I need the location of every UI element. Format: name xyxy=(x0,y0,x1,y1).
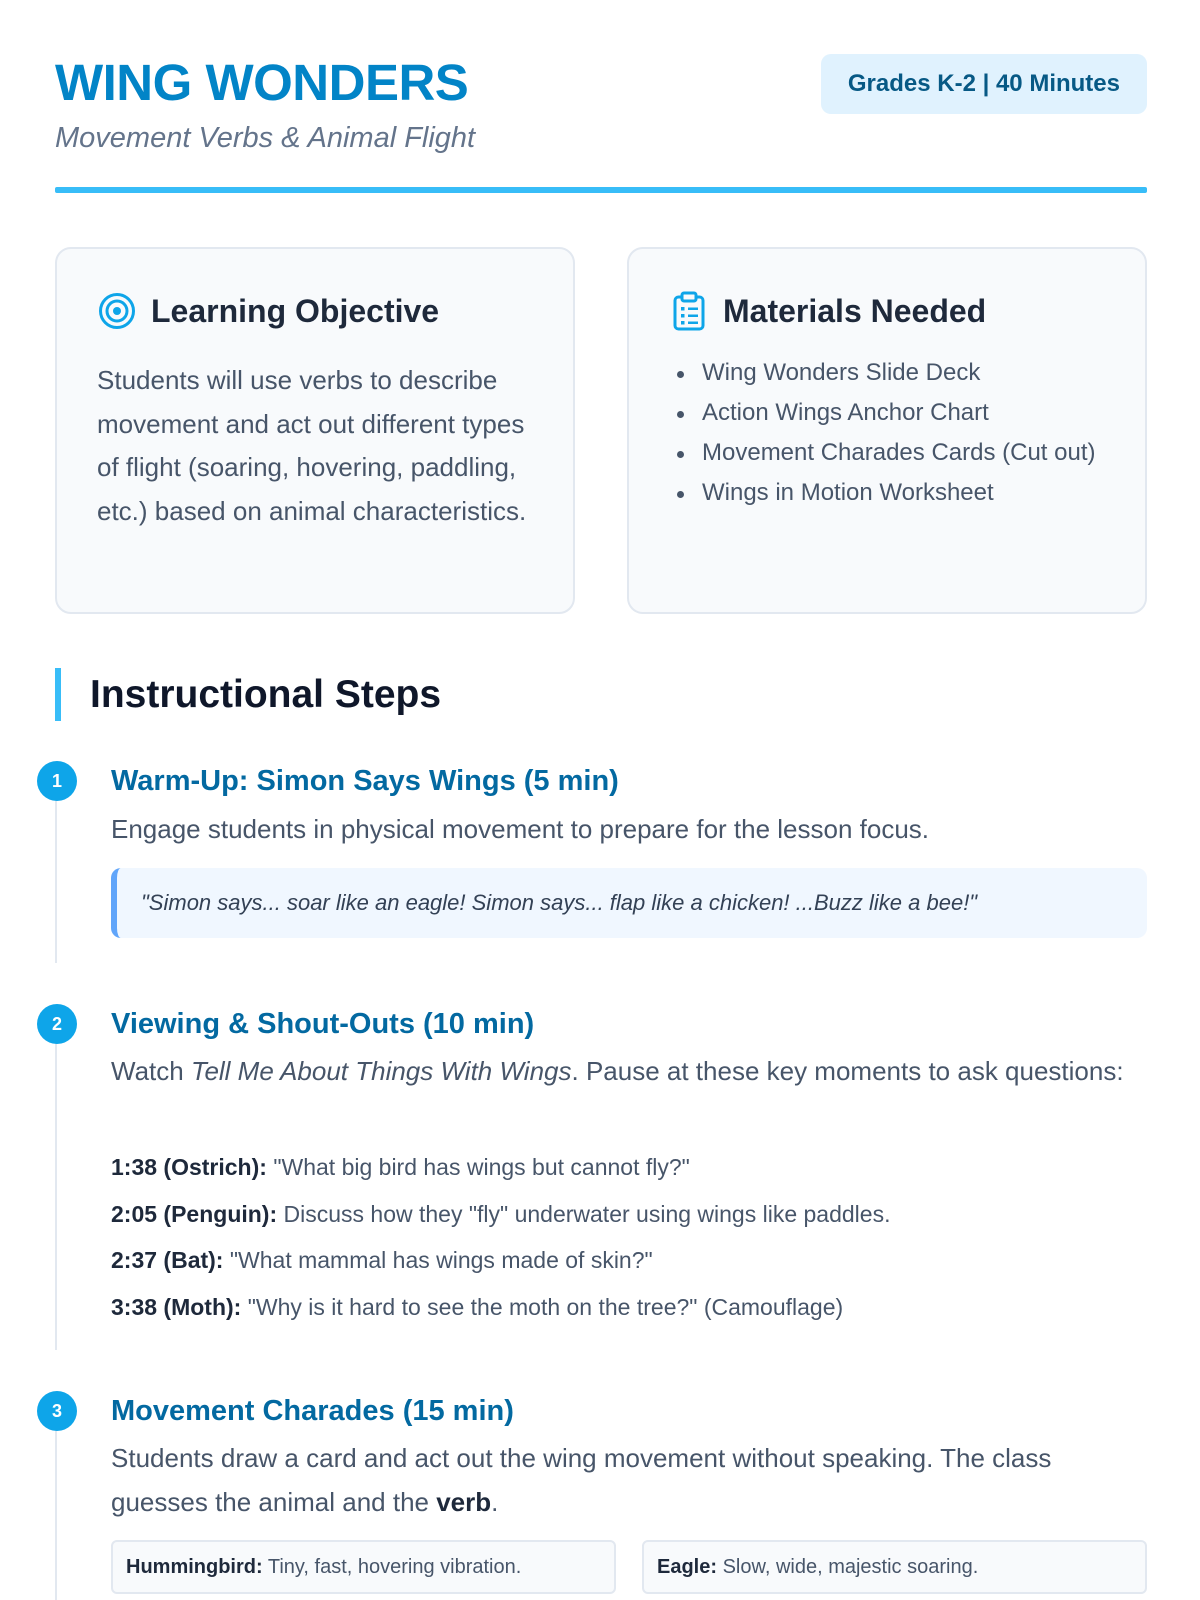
learning-objective-card xyxy=(55,247,575,614)
step-number-badge: 2 xyxy=(37,1004,77,1044)
list-item: 2:05 (Penguin): Discuss how they "fly" underwater using wings like paddles. xyxy=(111,1201,891,1227)
charade-card: Hummingbird: Tiny, fast, hovering vibration. xyxy=(111,1540,616,1594)
step-title: Warm-Up: Simon Says Wings (5 min) xyxy=(111,765,619,797)
learning-objective-header xyxy=(97,291,439,331)
learning-objective-title: Learning Objective xyxy=(151,293,440,329)
step-quote: "Simon says... soar like an eagle! Simon says... flap like a chicken! ...Buzz like a bee!" xyxy=(111,868,1147,938)
list-item: 3:38 (Moth): "Why is it hard to see the moth on the tree?" (Camouflage) xyxy=(111,1294,844,1320)
timeline-line xyxy=(55,800,57,963)
page-title: WING WONDERS xyxy=(55,54,469,111)
instructional-steps-heading: Instructional Steps xyxy=(55,668,441,721)
clipboard-icon xyxy=(669,291,709,331)
step-description: Engage students in physical movement to prepare for the lesson focus. xyxy=(111,814,930,844)
learning-objective-text: Students will use verbs to describe movement and act out different types of flight (soaring, hovering, paddling, etc.) based on animal characteristics. xyxy=(97,365,527,526)
materials-header xyxy=(669,291,986,331)
materials-title: Materials Needed xyxy=(723,293,987,329)
charade-card: Eagle: Slow, wide, majestic soaring. xyxy=(642,1540,1147,1594)
step-number-badge: 3 xyxy=(37,1391,77,1431)
step-description: Watch Tell Me About Things With Wings. Pause at these key moments to ask questions: xyxy=(111,1056,1124,1086)
step-title: Viewing & Shout-Outs (10 min) xyxy=(111,1008,535,1040)
materials-list xyxy=(673,357,1113,517)
page-subtitle: Movement Verbs & Animal Flight xyxy=(55,122,476,154)
list-item: Wings in Motion Worksheet xyxy=(673,477,1113,510)
step-description: Students draw a card and act out the wing movement without speaking. The class guesses the animal and the verb. xyxy=(111,1443,1052,1517)
step-title: Movement Charades (15 min) xyxy=(111,1395,514,1427)
header-divider xyxy=(55,187,1147,193)
list-item: 2:37 (Bat): "What mammal has wings made of skin?" xyxy=(111,1247,653,1273)
lesson-header xyxy=(55,50,1147,196)
list-item: Wing Wonders Slide Deck xyxy=(673,357,1113,390)
step-number-badge: 1 xyxy=(37,761,77,801)
list-item: Action Wings Anchor Chart xyxy=(673,397,1113,430)
list-item: Movement Charades Cards (Cut out) xyxy=(673,437,1113,470)
materials-card xyxy=(627,247,1147,614)
grade-duration-badge: Grades K-2 | 40 Minutes xyxy=(821,54,1147,114)
list-item: 1:38 (Ostrich): "What big bird has wings but cannot fly?" xyxy=(111,1154,690,1180)
video-title: Tell Me About Things With Wings xyxy=(190,1056,572,1086)
timeline-line xyxy=(55,1043,57,1350)
timeline-line xyxy=(55,1430,57,1600)
target-icon xyxy=(97,291,137,331)
